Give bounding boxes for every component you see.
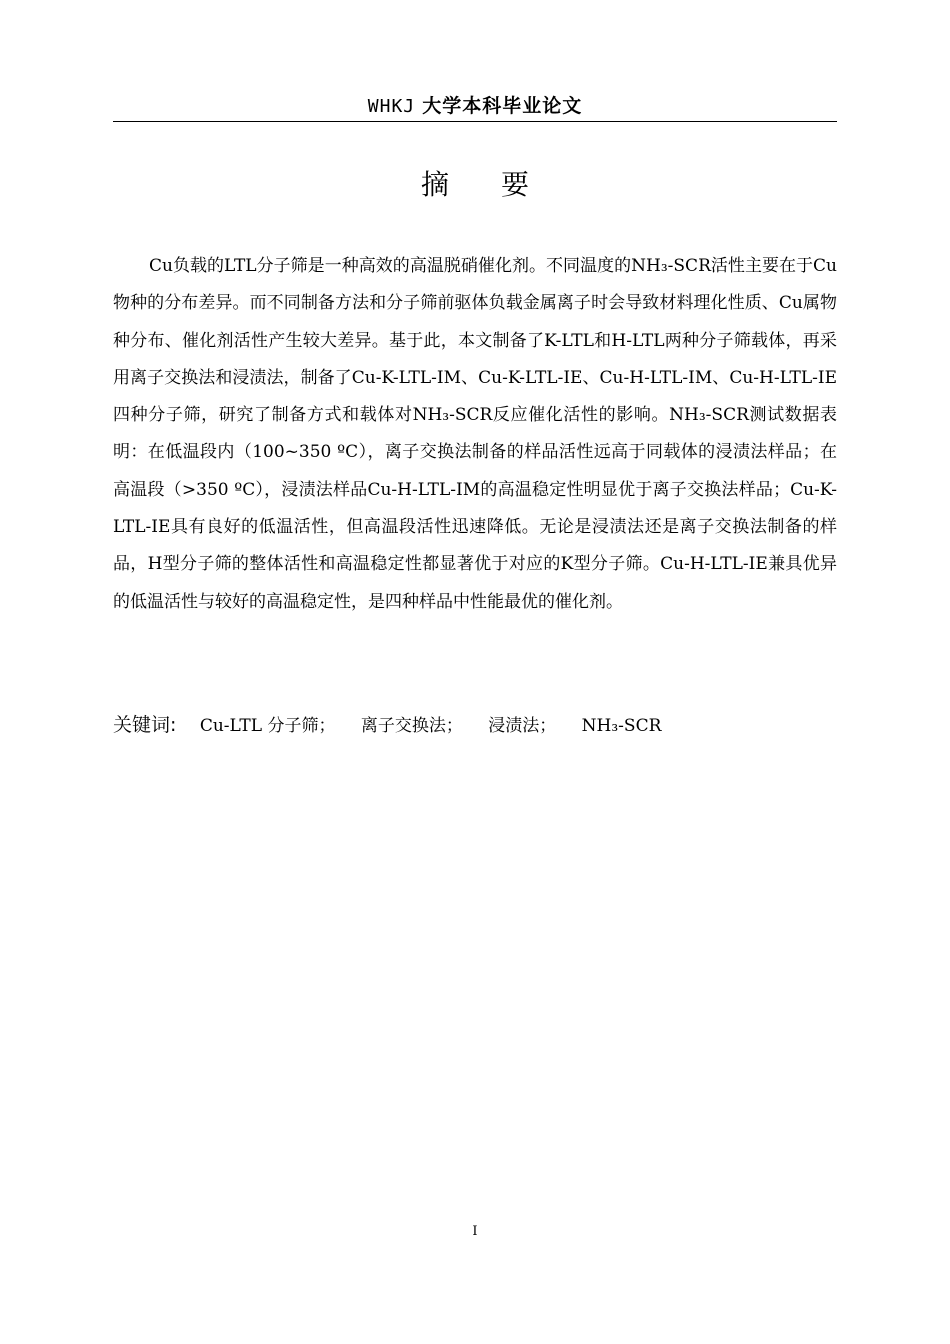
header-thesis-type: 大学本科毕业论文 — [422, 95, 583, 117]
keyword-item: Cu-LTL 分子筛； — [199, 716, 336, 736]
header-institution-code: WHKJ — [367, 96, 416, 117]
running-header — [113, 93, 837, 120]
keyword-item: 浸渍法； — [488, 716, 557, 736]
keyword-item: 离子交换法； — [360, 716, 463, 736]
page-title: 摘要 — [420, 168, 581, 201]
abstract-paragraph: Cu负载的LTL分子筛是一种高效的高温脱硝催化剂。不同温度的NH₃-SCR活性主要在于Cu物种的分布差异。而不同制备方法和分子筛前驱体负载金属离子时会导致材料理化性质、Cu属物种分布、催化剂活性产生较大差异。基于此，本文制备了K-LTL和H-LTL两种分子筛载体，再采用离子交换法和浸渍法，制备了Cu-K-LTL-IM、Cu-K-LTL-IE、Cu-H-LTL-IM、Cu-H-LTL-IE四种分子筛，研究了制备方式和载体对NH₃-SCR反应催化活性的影响。NH₃-SCR测试数据表明：在低温段内（100~350 ºC），离子交换法制备的样品活性远高于同载体的浸渍法样品；在高温段（>350 ºC），浸渍法样品Cu-H-LTL-IM的高温稳定性明显优于离子交换法样品；Cu-K-LTL-IE具有良好的低温活性，但高温段活性迅速降低。无论是浸渍法还是离子交换法制备的样品，H型分子筛的整体活性和高温稳定性都显著优于对应的K型分子筛。Cu-H-LTL-IE兼具优异的低温活性与较好的高温稳定性，是四种样品中性能最优的催化剂。 — [113, 256, 837, 612]
keywords-label: 关键词: — [113, 714, 177, 736]
page-number: I — [472, 1224, 478, 1239]
header-divider — [113, 121, 837, 122]
keyword-item: NH₃-SCR — [581, 716, 662, 736]
keywords-line — [113, 709, 837, 742]
